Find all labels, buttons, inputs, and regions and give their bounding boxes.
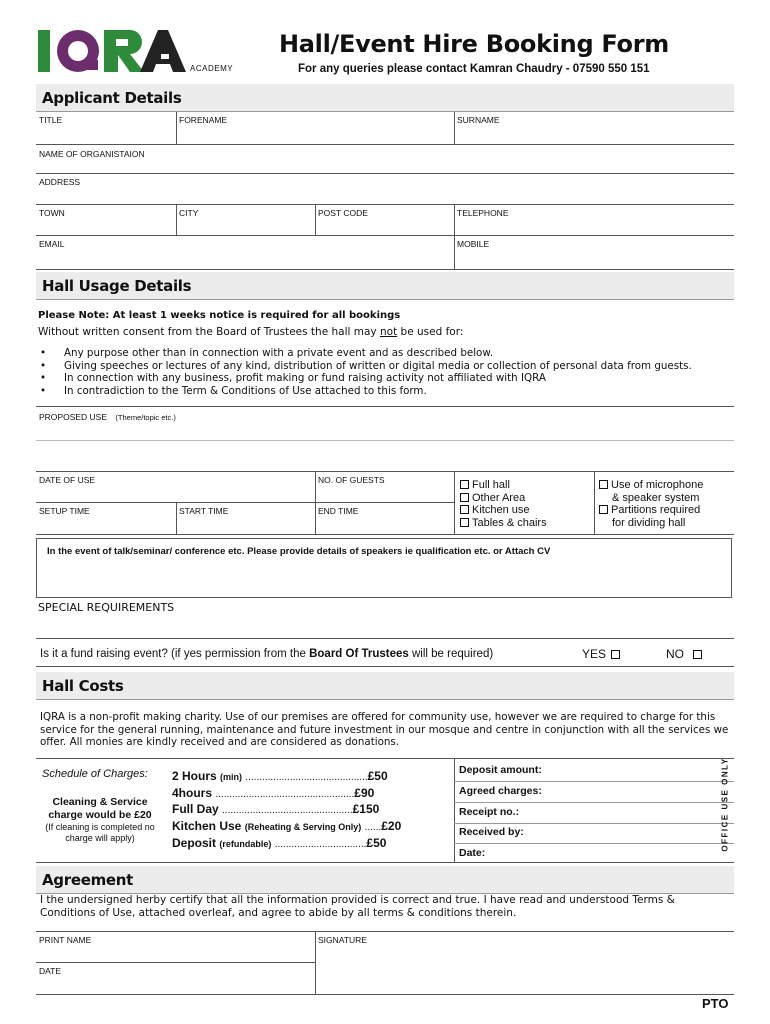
checkbox-icon [611,650,620,659]
charge-2-hours: 2 Hours (min) ............................................£50 [172,769,388,783]
area-options [460,479,547,529]
forename-field[interactable] [176,112,454,144]
start-time-field[interactable] [176,503,315,534]
address-label: ADDRESS [39,177,81,187]
proposed-use-label: PROPOSED USE (Theme/topic etc.) [39,412,176,422]
pto-label: PTO [702,996,729,1011]
logo [38,26,233,78]
postcode-field[interactable] [315,205,454,235]
logo-academy-text: ACADEMY [190,64,234,73]
guests-field[interactable] [315,472,454,502]
setup-time-field[interactable] [36,503,176,534]
equipment-options [599,479,703,529]
forename-label: FORENAME [179,115,228,125]
list-item: • Giving speeches or lectures of any kind, distribution of written or digital media or collection of personal data from guests. [38,360,738,373]
consent-text [38,326,463,339]
town-field[interactable] [36,205,176,235]
option-partitions[interactable]: Partitions required [599,504,703,517]
speaker-details-box[interactable] [36,538,732,598]
consent-not: not [379,326,398,338]
agreed-charges-label[interactable]: Agreed charges: [459,785,542,797]
charge-full-day: Full Day ...............................................£150 [172,802,380,816]
title-field[interactable] [36,112,176,144]
checkbox-icon [599,480,608,489]
postcode-label: POST CODE [318,208,368,218]
applicant-section-header [36,84,734,112]
agreement-heading: Agreement [42,871,134,889]
deposit-amount-label[interactable]: Deposit amount: [459,764,542,776]
signature-label: SIGNATURE [318,935,367,945]
page-title: Hall/Event Hire Booking Form [279,30,669,58]
organisation-label: NAME OF ORGANISTAION [39,149,145,159]
email-field[interactable] [36,236,454,269]
checkbox-icon [460,480,469,489]
consent-pre: Without written consent from the Board of Trustees the hall may [38,326,380,338]
agreement-text: I the undersigned herby certify that all the information provided is correct and true. I have read and understood Terms & Conditions of Use, attached overleaf, and agree to abide by all terms & conditions therein. [40,894,675,919]
special-requirements-field[interactable] [36,614,734,638]
proposed-use-field[interactable] [36,407,734,471]
mobile-label: MOBILE [457,239,490,249]
fund-raising-question: Is it a fund raising event? (if yes permission from the Board Of Trustees will be required) [40,648,494,660]
notice-text: Please Note: At least 1 weeks notice is required for all bookings [38,310,401,321]
usage-section-header [36,272,734,300]
city-label: CITY [179,208,199,218]
office-date-label[interactable]: Date: [459,847,486,859]
end-time-field[interactable] [315,503,454,534]
list-item: • Any purpose other than in connection with a private event and as described below. [38,347,738,360]
list-item: • In contradiction to the Term & Conditions of Use attached to this form. [38,385,738,398]
telephone-field[interactable] [454,205,734,235]
checkbox-icon [460,493,469,502]
email-label: EMAIL [39,239,65,249]
surname-field[interactable] [454,112,734,144]
office-use-only-label: OFFICE USE ONLY [720,757,730,852]
costs-intro: IQRA is a non-profit making charity. Use of our premises are offered for community use, however we are required to charge for this service for the general running, maintenance and future investment in our mosque and centre in conjunction with all the services we offer. All monies are kindly received and are considered as donations. [40,711,729,748]
title-label: TITLE [39,115,63,125]
consent-post: be used for: [397,326,464,338]
print-name-label: PRINT NAME [39,935,92,945]
agreement-section-header [36,866,734,894]
city-field[interactable] [176,205,315,235]
charge-kitchen: Kitchen Use (Reheating & Serving Only) ......£20 [172,819,402,833]
surname-label: SURNAME [457,115,500,125]
agreement-date-field[interactable] [36,963,315,994]
telephone-label: TELEPHONE [457,208,509,218]
date-of-use-label: DATE OF USE [39,475,96,485]
costs-heading: Hall Costs [42,677,124,695]
charge-deposit: Deposit (refundable) .................................£50 [172,836,387,850]
cleaning-charge-note: (If cleaning is completed no charge will apply) [45,822,155,843]
special-requirements-label: SPECIAL REQUIREMENTS [38,601,175,614]
fund-no-option[interactable]: NO [666,647,705,661]
received-by-label[interactable]: Received by: [459,826,524,838]
usage-heading: Hall Usage Details [42,277,192,295]
option-microphone[interactable]: Use of microphone [599,479,703,492]
address-field[interactable] [36,174,734,204]
page-subtitle: For any queries please contact Kamran Chaudry - 07590 550 151 [298,63,650,75]
print-name-field[interactable] [36,932,315,962]
office-use-box [455,758,734,862]
end-time-label: END TIME [318,506,359,516]
town-label: TOWN [39,208,65,218]
option-other-area[interactable]: Other Area [460,492,547,505]
start-time-label: START TIME [179,506,229,516]
receipt-no-label[interactable]: Receipt no.: [459,806,520,818]
signature-field[interactable] [315,932,734,994]
schedule-label: Schedule of Charges: [42,768,148,780]
agreement-date-label: DATE [39,966,62,976]
guests-label: NO. OF GUESTS [318,475,385,485]
fund-yes-option[interactable]: YES [582,647,623,661]
checkbox-icon [693,650,702,659]
checkbox-icon [460,518,469,527]
organisation-field[interactable] [36,145,734,173]
option-kitchen-use[interactable]: Kitchen use [460,504,547,517]
cleaning-charge-title: Cleaning & Service charge would be £20 [48,796,152,821]
costs-section-header [36,672,734,700]
applicant-heading: Applicant Details [42,89,182,107]
option-microphone-cont: & speaker system [612,491,700,504]
date-of-use-field[interactable] [36,472,315,502]
list-item: • In connection with any business, profit making or fund raising activity not affiliated with IQRA [38,372,738,385]
mobile-field[interactable] [454,236,734,269]
option-partitions-cont: for dividing hall [612,516,686,529]
logo-mark-icon [38,26,188,74]
option-full-hall[interactable]: Full hall [460,479,547,492]
checkbox-icon [460,505,469,514]
checkbox-icon [599,505,608,514]
setup-time-label: SETUP TIME [39,506,90,516]
option-tables-chairs[interactable]: Tables & chairs [460,517,547,530]
speaker-details-note: In the event of talk/seminar/ conference etc. Please provide details of speakers ie qualification etc. or Attach CV [47,546,551,557]
restriction-list [38,347,738,397]
charge-4-hours: 4hours ..................................................£90 [172,786,375,800]
